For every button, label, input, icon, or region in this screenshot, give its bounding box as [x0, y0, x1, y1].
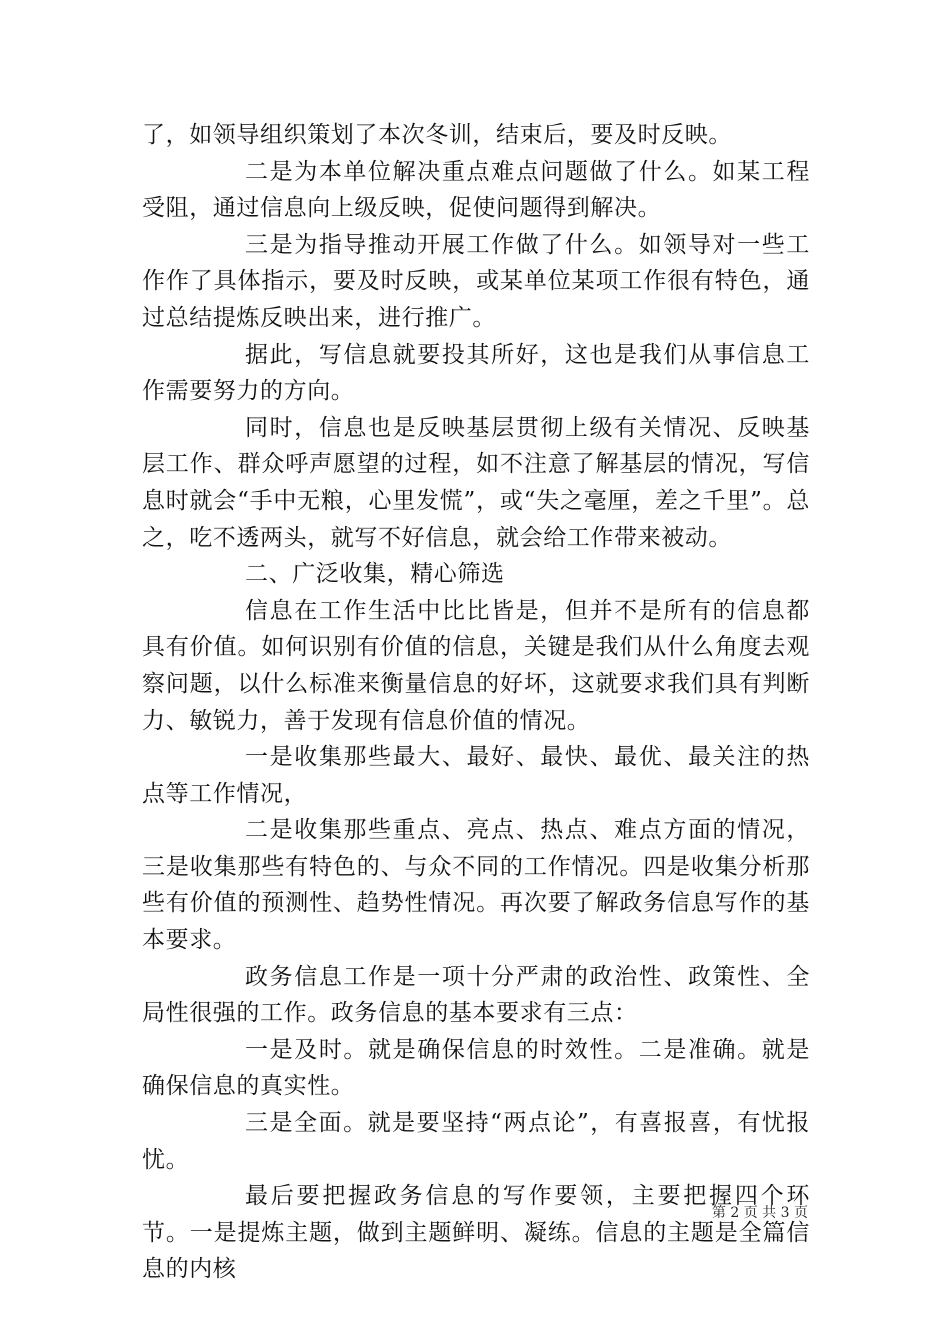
paragraph-9: 二是收集那些重点、亮点、热点、难点方面的情况，三是收集那些有特色的、与众不同的工作情况。四是收集分析那些有价值的预测性、趋势性情况。再次要了解政务信息写作的基本要求。: [142, 817, 810, 954]
paragraph-3: 三是为指导推动开展工作做了什么。如领导对一些工作作了具体指示，要及时反映，或某单位某项工作很有特色，通过总结提炼反映出来，进行推广。: [142, 231, 810, 331]
paragraph-10: 政务信息工作是一项十分严肃的政治性、政策性、全局性很强的工作。政务信息的基本要求有三点：: [142, 963, 810, 1027]
paragraph-5: 同时，信息也是反映基层贯彻上级有关情况、反映基层工作、群众呼声愿望的过程，如不注意了解基层的情况，写信息时就会“手中无粮，心里发慌”，或“失之毫厘，差之千里”。总之，吃不透两头，就写不好信息，就会给工作带来被动。: [142, 414, 810, 551]
paragraph-2: 二是为本单位解决重点难点问题做了什么。如某工程受阻，通过信息向上级反映，促使问题得到解决。: [142, 158, 810, 222]
paragraph-7: 信息在工作生活中比比皆是，但并不是所有的信息都具有价值。如何识别有价值的信息，关键是我们从什么角度去观察问题，以什么标准来衡量信息的好坏，这就要求我们具有判断力、敏锐力，善于发现有信息价值的情况。: [142, 597, 810, 734]
paragraph-13: 最后要把握政务信息的写作要领，主要把握四个环节。一是提炼主题，做到主题鲜明、凝练。信息的主题是全篇信息的内核: [142, 1183, 810, 1283]
section-heading: 二、广泛收集，精心筛选: [245, 561, 505, 588]
document-body: [142, 117, 810, 1288]
paragraph-8: 一是收集那些最大、最好、最快、最优、最关注的热点等工作情况，: [142, 744, 810, 807]
paragraph-4: 据此，写信息就要投其所好，这也是我们从事信息工作需要努力的方向。: [142, 341, 810, 405]
paragraph-12: 三是全面。就是要坚持“两点论”，有喜报喜，有忧报忧。: [142, 1110, 810, 1173]
paragraph-1: 了，如领导组织策划了本次冬训，结束后，要及时反映。: [142, 122, 732, 148]
paragraph-11: 一是及时。就是确保信息的时效性。二是准确。就是确保信息的真实性。: [142, 1036, 810, 1100]
page-number-footer: 第 2 页 共 3 页: [711, 1205, 808, 1221]
